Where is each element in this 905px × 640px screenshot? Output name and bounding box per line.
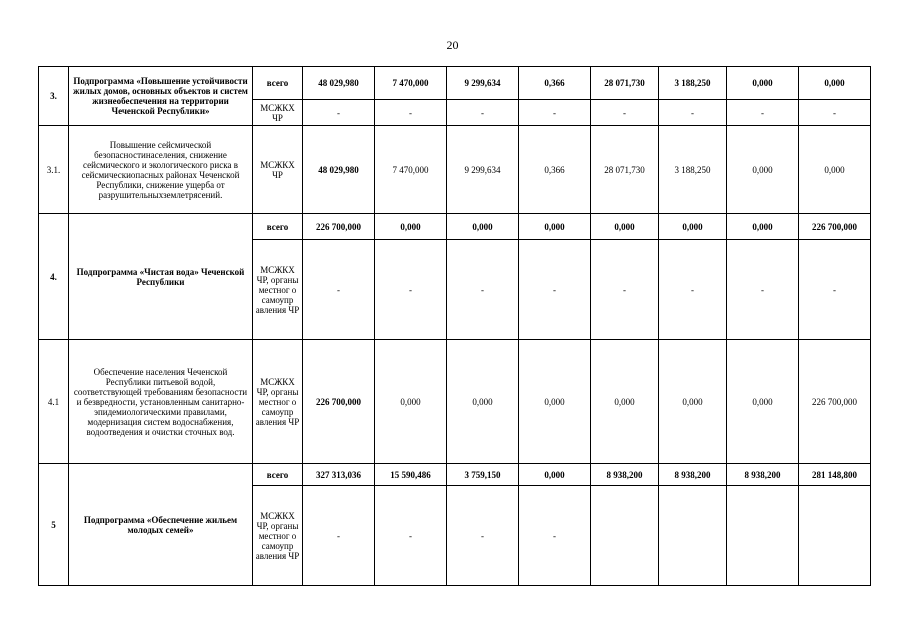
value-cell: 0,000	[659, 214, 727, 240]
value-cell: -	[799, 100, 871, 126]
value-cell: 226 700,000	[799, 340, 871, 464]
value-cell: -	[519, 100, 591, 126]
value-cell: 327 313,036	[303, 464, 375, 486]
executor-cell: всего	[253, 67, 303, 100]
value-cell: 0,000	[799, 67, 871, 100]
value-cell: 48 029,980	[303, 67, 375, 100]
row-number: 3.	[39, 67, 69, 126]
table-row	[39, 67, 871, 100]
executor-cell: МСЖКХ ЧР, органы местног о самоупр авления ЧР	[253, 340, 303, 464]
value-cell: 0,000	[591, 340, 659, 464]
value-cell: 28 071,730	[591, 67, 659, 100]
value-cell: -	[591, 240, 659, 340]
table-row	[39, 464, 871, 486]
value-cell: 0,366	[519, 67, 591, 100]
value-cell: -	[727, 100, 799, 126]
value-cell: 3 188,250	[659, 126, 727, 214]
value-cell: 226 700,000	[303, 214, 375, 240]
value-cell: -	[375, 486, 447, 586]
row-number: 5	[39, 464, 69, 586]
value-cell: -	[799, 240, 871, 340]
executor-cell: МСЖКХ ЧР, органы местног о самоупр авления ЧР	[253, 486, 303, 586]
budget-table	[38, 66, 871, 586]
value-cell: 0,000	[519, 464, 591, 486]
value-cell	[727, 486, 799, 586]
value-cell	[591, 486, 659, 586]
value-cell: 3 188,250	[659, 67, 727, 100]
value-cell: 0,000	[727, 126, 799, 214]
executor-cell: всего	[253, 214, 303, 240]
value-cell: 0,000	[447, 340, 519, 464]
value-cell: 9 299,634	[447, 67, 519, 100]
value-cell: 0,000	[591, 214, 659, 240]
value-cell: -	[447, 486, 519, 586]
value-cell: -	[519, 240, 591, 340]
measure-name: Обеспечение населения Чеченской Республики питьевой водой, соответствующей требованиям безопасности и безвредности, установленным санитарно-эпидемиологическими правилами, модернизация систем водоснабжения, водоотведения и очистки сточных вод.	[69, 340, 253, 464]
table-row	[39, 214, 871, 240]
table-row	[39, 126, 871, 214]
value-cell: -	[447, 100, 519, 126]
value-cell: 9 299,634	[447, 126, 519, 214]
value-cell: -	[659, 240, 727, 340]
value-cell: 15 590,486	[375, 464, 447, 486]
value-cell	[799, 486, 871, 586]
value-cell: -	[303, 486, 375, 586]
value-cell: -	[303, 240, 375, 340]
value-cell: 281 148,800	[799, 464, 871, 486]
value-cell: 0,000	[659, 340, 727, 464]
value-cell: -	[303, 100, 375, 126]
measure-name: Повышение сейсмической безопасностинаселения, снижение сейсмического и экологического риска в сейсмическиопасных районах Чеченской Республики, снижение ущерба от разрушительныхземлетрясений.	[69, 126, 253, 214]
value-cell: -	[591, 100, 659, 126]
value-cell: -	[447, 240, 519, 340]
row-number: 4.	[39, 214, 69, 340]
page-number: 20	[446, 38, 459, 52]
table-row	[39, 340, 871, 464]
value-cell: 7 470,000	[375, 126, 447, 214]
value-cell: 0,000	[375, 214, 447, 240]
value-cell: 0,000	[799, 126, 871, 214]
value-cell: 0,000	[727, 67, 799, 100]
subprogram-name: Подпрограмма «Обеспечение жильем молодых семей»	[69, 464, 253, 586]
executor-cell: МСЖКХ ЧР	[253, 126, 303, 214]
value-cell: 48 029,980	[303, 126, 375, 214]
value-cell: -	[727, 240, 799, 340]
executor-cell: МСЖКХ ЧР	[253, 100, 303, 126]
value-cell: 226 700,000	[303, 340, 375, 464]
row-number: 4.1	[39, 340, 69, 464]
value-cell: -	[519, 486, 591, 586]
value-cell: 0,000	[447, 214, 519, 240]
value-cell	[659, 486, 727, 586]
subprogram-name: Подпрограмма «Повышение устойчивости жилых домов, основных объектов и систем жизнеобеспечения на территории Чеченской Республики»	[69, 67, 253, 126]
value-cell: 0,000	[519, 340, 591, 464]
value-cell: 8 938,200	[591, 464, 659, 486]
value-cell: 0,000	[375, 340, 447, 464]
value-cell: -	[375, 100, 447, 126]
value-cell: 0,000	[727, 340, 799, 464]
subprogram-name: Подпрограмма «Чистая вода» Чеченской Республики	[69, 214, 253, 340]
value-cell: -	[375, 240, 447, 340]
executor-cell: МСЖКХ ЧР, органы местног о самоупр авления ЧР	[253, 240, 303, 340]
value-cell: 0,366	[519, 126, 591, 214]
value-cell: 7 470,000	[375, 67, 447, 100]
executor-cell: всего	[253, 464, 303, 486]
value-cell: 8 938,200	[659, 464, 727, 486]
value-cell: 0,000	[519, 214, 591, 240]
value-cell: 28 071,730	[591, 126, 659, 214]
value-cell: 8 938,200	[727, 464, 799, 486]
row-number: 3.1.	[39, 126, 69, 214]
value-cell: 3 759,150	[447, 464, 519, 486]
value-cell: -	[659, 100, 727, 126]
value-cell: 0,000	[727, 214, 799, 240]
value-cell: 226 700,000	[799, 214, 871, 240]
